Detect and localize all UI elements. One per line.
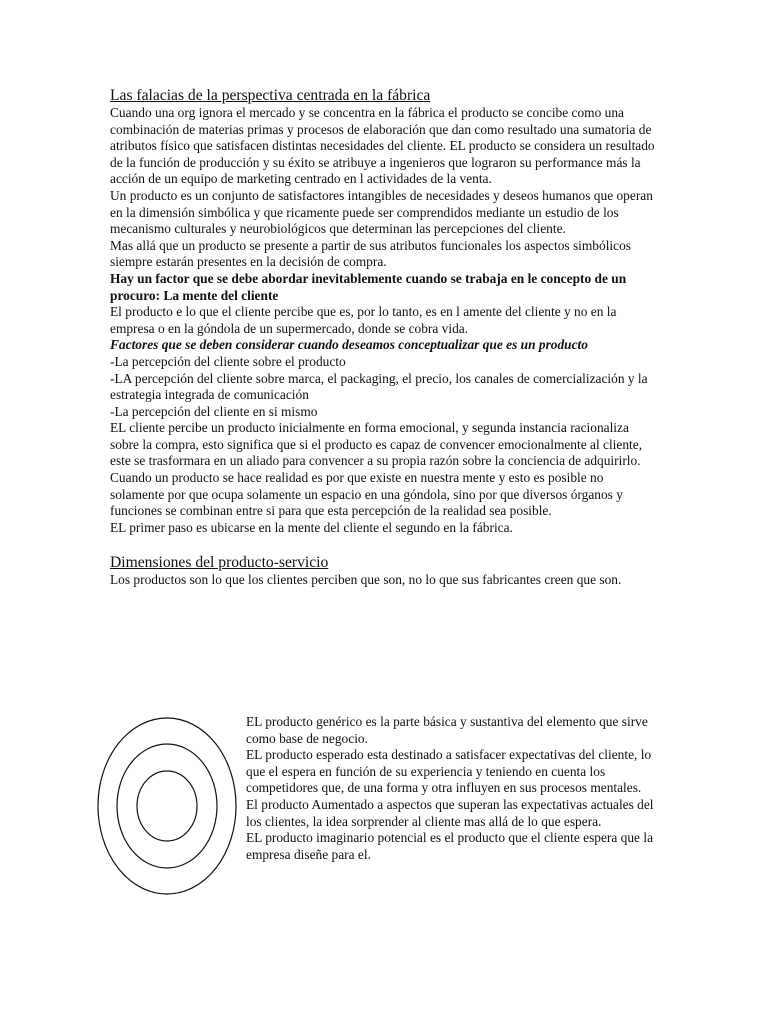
section-title-falacias: Las falacias de la perspectiva centrada en la fábrica: [110, 87, 431, 104]
concentric-circles-diagram: [96, 716, 238, 896]
bold-statement: Hay un factor que se debe abordar inevitablemente cuando se trabaja en le concepto de un procuro: La mente del cliente: [110, 270, 627, 303]
dimensions-descriptions: [246, 714, 660, 863]
paragraph: Cuando una org ignora el mercado y se concentra en la fábrica el producto se concibe como una combinación de materias primas y procesos de elaboración que dan como resultado una sumatoria de atributos físico que satisfacen distintas necesidades del cliente. EL producto se considera un resultado de la función de producción y su éxito se atribuye a ingenieros que lograron su performance más la acción de un equipo de marketing centrado en l actividades de la venta.: [110, 105, 655, 187]
dimension-potencial: EL producto imaginario potencial es el producto que el cliente espera que la empresa diseñe para el.: [246, 830, 654, 862]
paragraph: EL primer paso es ubicarse en la mente del cliente el segundo en la fábrica.: [110, 519, 513, 535]
section-title-dimensiones: Dimensiones del producto-servicio: [110, 554, 329, 572]
paragraph: Un producto es un conjunto de satisfactores intangibles de necesidades y deseos humanos que operan en la dimensión simbólica y que ricamente puede ser comprendidos mediante un estudio de los mecanismo culturales y neurobiológicos que determinan las percepciones del cliente.: [110, 187, 653, 237]
list-item: -La percepción del cliente sobre el producto: [110, 353, 346, 369]
factors-heading: Factores que se deben considerar cuando deseamos conceptualizar que es un producto: [110, 337, 588, 353]
list-item: -La percepción del cliente en si mismo: [110, 403, 318, 419]
dimension-esperado: EL producto esperado esta destinado a satisfacer expectativas del cliente, lo que el espera en función de su experiencia y teniendo en cuenta los competidores que, de una forma y otra influyen en sus procesos mentales.: [246, 747, 652, 796]
paragraph: El producto e lo que el cliente percibe que es, por lo tanto, es en l amente del cliente y no en la empresa o en la góndola de un supermercado, donde se cobra vida.: [110, 304, 617, 336]
section-intro: Los productos son lo que los clientes perciben que son, no lo que sus fabricantes creen que son.: [110, 572, 622, 588]
main-text-column: [110, 86, 658, 589]
paragraph: Mas allá que un producto se presente a partir de sus atributos funcionales los aspectos simbólicos siempre estarán presentes en la decisión de compra.: [110, 237, 631, 270]
middle-ring: [117, 744, 217, 868]
dimension-aumentado: El producto Aumentado a aspectos que superan las expectativas actuales del los clientes, la idea sorprender al cliente mas allá de lo que espera.: [246, 796, 654, 829]
dimension-generico: EL producto genérico es la parte básica y sustantiva del elemento que sirve como base de negocio.: [246, 714, 648, 746]
paragraph: EL cliente percibe un producto inicialmente en forma emocional, y segunda instancia racionaliza sobre la compra, esto significa que si el producto es capaz de convencer emocionalmente al cliente, este se trasformara en un aliado para convencer a su propia razón sobre la conciencia de adquirirlo.: [110, 420, 643, 469]
list-item: -LA percepción del cliente sobre marca, el packaging, el precio, los canales de comercialización y la estrategia integrada de comunicación: [110, 370, 648, 403]
paragraph: Cuando un producto se hace realidad es por que existe en nuestra mente y esto es posible no solamente por que ocupa solamente un espacio en una góndola, sino por que diversos órganos y funciones se combinan entre si para que esta percepción de la realidad sea posible.: [110, 470, 623, 519]
inner-ring: [137, 771, 197, 841]
